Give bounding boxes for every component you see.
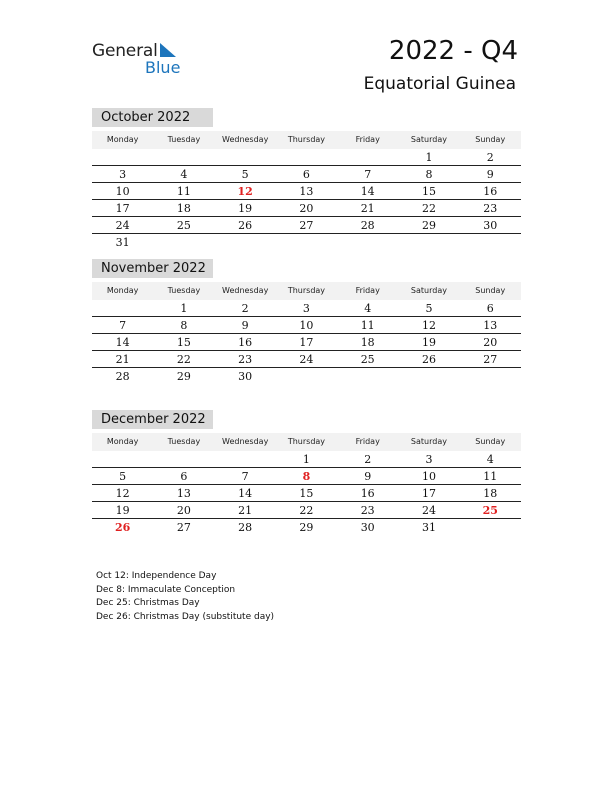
week-row xyxy=(92,166,521,183)
weekday-label: Tuesday xyxy=(167,286,201,295)
day-cell: 15 xyxy=(299,487,314,500)
day-cell: 4 xyxy=(486,453,494,466)
day-cell: 13 xyxy=(483,319,498,332)
day-cell: 12 xyxy=(421,319,436,332)
week-row xyxy=(92,468,521,485)
month-label: November 2022 xyxy=(92,259,213,278)
day-cell: 7 xyxy=(364,168,372,181)
day-cell: 6 xyxy=(180,470,188,483)
day-cell: 6 xyxy=(486,302,494,315)
empty-cell xyxy=(276,149,337,165)
empty-cell xyxy=(276,368,337,384)
week-row xyxy=(92,234,521,250)
empty-cell xyxy=(337,234,398,250)
day-cell: 8 xyxy=(180,319,188,332)
week-row xyxy=(92,351,521,368)
day-cell: 10 xyxy=(299,319,314,332)
day-cell: 12 xyxy=(237,185,253,198)
weekday-label: Monday xyxy=(106,286,139,295)
empty-cell xyxy=(460,519,521,535)
weekday-label: Friday xyxy=(355,135,380,144)
empty-cell xyxy=(153,451,214,467)
month-label: December 2022 xyxy=(92,410,213,429)
day-cell: 18 xyxy=(483,487,498,500)
day-cell: 5 xyxy=(241,168,249,181)
day-cell: 14 xyxy=(360,185,375,198)
day-cell: 13 xyxy=(176,487,191,500)
day-cell: 19 xyxy=(238,202,253,215)
empty-cell xyxy=(153,234,214,250)
day-cell: 25 xyxy=(176,219,191,232)
country-name: Equatorial Guinea xyxy=(363,74,516,94)
day-cell: 29 xyxy=(421,219,436,232)
week-row xyxy=(92,183,521,200)
weekday-label: Thursday xyxy=(287,286,326,295)
empty-cell xyxy=(92,451,153,467)
day-cell: 5 xyxy=(119,470,127,483)
day-cell: 10 xyxy=(421,470,436,483)
empty-cell xyxy=(153,149,214,165)
day-cell: 17 xyxy=(421,487,436,500)
day-cell: 29 xyxy=(176,370,191,383)
empty-cell xyxy=(92,149,153,165)
empty-cell xyxy=(337,368,398,384)
day-cell: 24 xyxy=(421,504,436,517)
empty-cell xyxy=(460,234,521,250)
day-cell: 22 xyxy=(176,353,191,366)
day-cell: 26 xyxy=(238,219,253,232)
week-row xyxy=(92,149,521,166)
empty-cell xyxy=(276,234,337,250)
day-cell: 26 xyxy=(421,353,436,366)
weekday-label: Saturday xyxy=(410,286,447,295)
month-november xyxy=(92,259,521,384)
day-cell: 20 xyxy=(299,202,314,215)
week-row xyxy=(92,485,521,502)
empty-cell xyxy=(398,368,459,384)
logo-word-blue: Blue xyxy=(145,58,181,77)
weekday-label: Wednesday xyxy=(222,437,269,446)
holiday-notes xyxy=(96,570,274,624)
day-cell: 23 xyxy=(238,353,253,366)
day-cell: 28 xyxy=(360,219,375,232)
day-cell: 3 xyxy=(425,453,433,466)
day-cell: 28 xyxy=(115,370,130,383)
day-cell: 24 xyxy=(115,219,130,232)
day-cell: 11 xyxy=(360,319,375,332)
weekday-label: Sunday xyxy=(475,286,506,295)
day-cell: 8 xyxy=(302,470,311,483)
day-cell: 30 xyxy=(238,370,253,383)
day-cell: 27 xyxy=(483,353,498,366)
holiday-note: Dec 25: Christmas Day xyxy=(96,598,200,608)
day-cell: 25 xyxy=(360,353,375,366)
day-cell: 21 xyxy=(115,353,130,366)
day-cell: 15 xyxy=(421,185,436,198)
day-cell: 2 xyxy=(486,151,494,164)
empty-cell xyxy=(215,451,276,467)
day-cell: 15 xyxy=(176,336,191,349)
calendar-grid xyxy=(92,433,521,535)
day-cell: 2 xyxy=(364,453,372,466)
weekday-label: Thursday xyxy=(287,135,326,144)
weekday-label: Wednesday xyxy=(222,135,269,144)
month-label: October 2022 xyxy=(92,108,213,127)
weekday-label: Monday xyxy=(106,437,139,446)
day-cell: 16 xyxy=(483,185,498,198)
day-cell: 14 xyxy=(115,336,130,349)
day-cell: 19 xyxy=(421,336,436,349)
holiday-note: Dec 8: Immaculate Conception xyxy=(96,584,236,595)
day-cell: 5 xyxy=(425,302,433,315)
empty-cell xyxy=(215,234,276,250)
day-cell: 13 xyxy=(299,185,314,198)
weekday-label: Sunday xyxy=(475,437,506,446)
day-cell: 4 xyxy=(364,302,372,315)
weekday-label: Monday xyxy=(106,135,139,144)
holiday-note: Dec 26: Christmas Day (substitute day) xyxy=(96,611,275,622)
weekday-header xyxy=(92,433,521,451)
day-cell: 8 xyxy=(425,168,433,181)
week-row xyxy=(92,368,521,384)
day-cell: 27 xyxy=(176,521,191,534)
day-cell: 9 xyxy=(486,168,494,181)
day-cell: 17 xyxy=(115,202,130,215)
week-row xyxy=(92,200,521,217)
weekday-label: Thursday xyxy=(287,437,326,446)
day-cell: 12 xyxy=(115,487,130,500)
weekday-label: Wednesday xyxy=(222,286,269,295)
weekday-label: Sunday xyxy=(475,135,506,144)
day-cell: 21 xyxy=(238,504,253,517)
day-cell: 2 xyxy=(241,302,249,315)
weekday-label: Friday xyxy=(355,437,380,446)
day-cell: 11 xyxy=(483,470,498,483)
week-row xyxy=(92,300,521,317)
empty-cell xyxy=(337,149,398,165)
day-cell: 18 xyxy=(360,336,375,349)
day-cell: 20 xyxy=(176,504,191,517)
day-cell: 24 xyxy=(299,353,314,366)
day-cell: 3 xyxy=(302,302,310,315)
day-cell: 11 xyxy=(176,185,191,198)
week-row xyxy=(92,502,521,519)
weekday-header xyxy=(92,131,521,149)
day-cell: 19 xyxy=(115,504,130,517)
day-cell: 21 xyxy=(360,202,375,215)
day-cell: 18 xyxy=(176,202,191,215)
day-cell: 9 xyxy=(364,470,372,483)
week-row xyxy=(92,317,521,334)
day-cell: 20 xyxy=(483,336,498,349)
day-cell: 9 xyxy=(241,319,249,332)
logo-word-general: General xyxy=(92,41,158,61)
weekday-label: Tuesday xyxy=(167,135,201,144)
day-cell: 1 xyxy=(302,453,310,466)
calendar-grid xyxy=(92,131,521,250)
day-cell: 29 xyxy=(299,521,314,534)
day-cell: 7 xyxy=(241,470,249,483)
day-cell: 26 xyxy=(114,521,131,534)
day-cell: 25 xyxy=(482,504,498,517)
week-row xyxy=(92,217,521,234)
weekday-label: Tuesday xyxy=(167,437,201,446)
weekday-label: Saturday xyxy=(410,437,447,446)
day-cell: 23 xyxy=(360,504,375,517)
empty-cell xyxy=(215,149,276,165)
day-cell: 14 xyxy=(238,487,253,500)
day-cell: 4 xyxy=(180,168,188,181)
week-row xyxy=(92,451,521,468)
day-cell: 17 xyxy=(299,336,314,349)
calendar-grid xyxy=(92,282,521,384)
weekday-label: Saturday xyxy=(410,135,447,144)
day-cell: 7 xyxy=(119,319,127,332)
empty-cell xyxy=(92,300,153,316)
day-cell: 31 xyxy=(421,521,436,534)
empty-cell xyxy=(460,368,521,384)
day-cell: 30 xyxy=(360,521,375,534)
weekday-header xyxy=(92,282,521,300)
day-cell: 1 xyxy=(425,151,433,164)
weekday-label: Friday xyxy=(355,286,380,295)
day-cell: 23 xyxy=(483,202,498,215)
day-cell: 22 xyxy=(299,504,314,517)
week-row xyxy=(92,334,521,351)
month-october xyxy=(92,108,521,250)
day-cell: 31 xyxy=(115,236,130,249)
page-title: 2022 - Q4 xyxy=(388,36,518,66)
day-cell: 3 xyxy=(119,168,127,181)
day-cell: 30 xyxy=(483,219,498,232)
day-cell: 27 xyxy=(299,219,314,232)
day-cell: 22 xyxy=(421,202,436,215)
logo-triangle-icon xyxy=(160,43,176,57)
month-december xyxy=(92,410,521,535)
day-cell: 1 xyxy=(180,302,188,315)
day-cell: 6 xyxy=(302,168,310,181)
week-row xyxy=(92,519,521,535)
day-cell: 10 xyxy=(115,185,130,198)
empty-cell xyxy=(398,234,459,250)
day-cell: 16 xyxy=(238,336,253,349)
logo xyxy=(92,41,202,81)
holiday-note: Oct 12: Independence Day xyxy=(96,571,217,581)
day-cell: 28 xyxy=(238,521,253,534)
day-cell: 16 xyxy=(360,487,375,500)
